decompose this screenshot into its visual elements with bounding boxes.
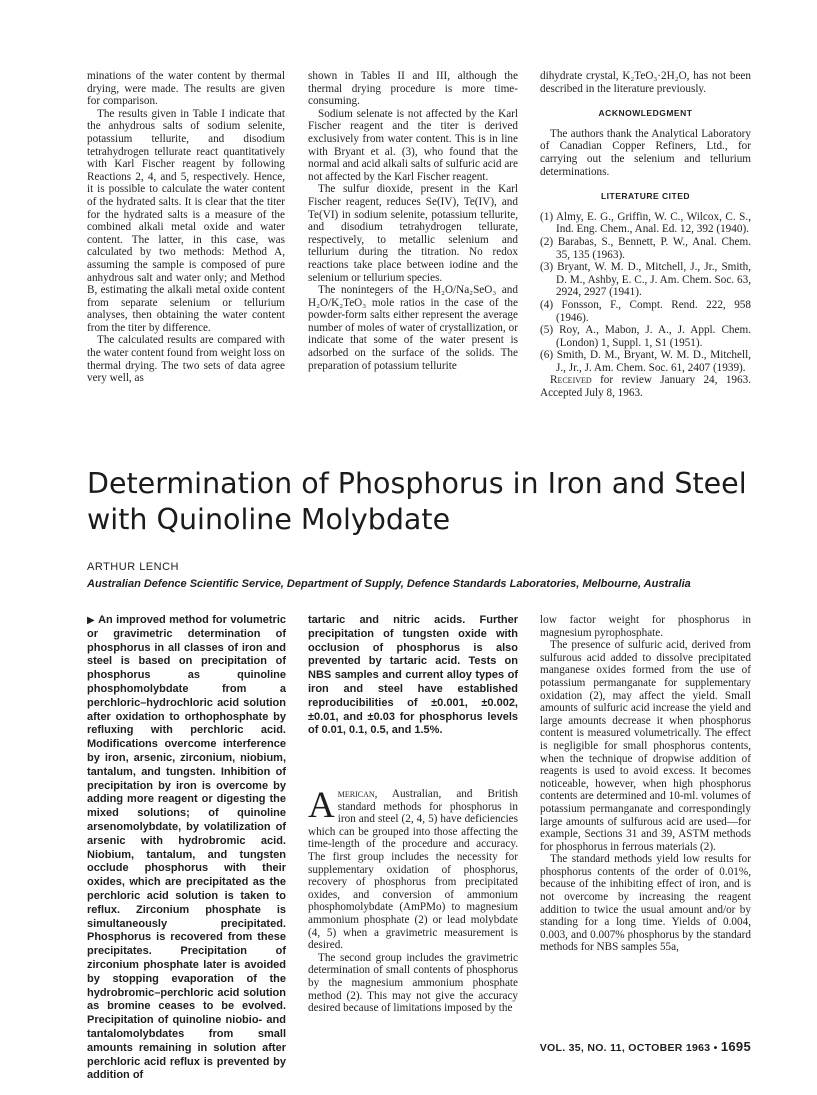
paragraph-text: Australian, and British standard methods for phosphorus in iron and steel (2, 4, 5) have deficiencies which can be grouped into those affecting the time-length of the procedure and accuracy. The first group includes the necessity for supplementary oxidation of phosphorus, recovery of phosphorus from precipitated oxides, and conversion of ammonium phosphomolybdate (AmPMo) to magnesium ammonium phosphate (2) or lead molybdate (4, 5) when a gravimetric measurement is desired. <box>308 788 519 952</box>
page-footer <box>540 1039 751 1054</box>
paragraph: minations of the water content by thermal drying, were made. The results are given for comparison. <box>87 70 285 108</box>
reference-list <box>540 211 751 375</box>
paragraph: The nonintegers of the H₂O/Na₂SeO₃ and H₂O/K₂TeO₃ mole ratios in the case of the powder-form salts either represent the average number of moles of water of crystallization, or indicate that some of the water present is adsorbed on the surface of the solids. The preparation of potassium tellurite <box>308 284 518 372</box>
previous-article-column-2 <box>308 70 518 372</box>
reference-item: (1) Almy, E. G., Griffin, W. C., Wilcox, C. S., Ind. Eng. Chem., Anal. Ed. 12, 392 (1940). <box>540 210 751 236</box>
paragraph: dihydrate crystal, K₂TeO₃·2H₂O, has not been described in the literature previously. <box>540 70 751 95</box>
abstract-column-2 <box>308 614 518 738</box>
paragraph: The standard methods yield low results for phosphorus contents of the order of 0.01%, because of the inhibiting effect of iron, and is not overcome by increasing the reagent addition to twice the usual amount and/or by standing for a long time. Yields of 0.004, 0.003, and 0.007% phosphorus by the standard methods for NBS samples 55a, <box>540 853 751 954</box>
drop-cap: A <box>308 785 335 826</box>
previous-article-column-1 <box>87 70 285 385</box>
reference-item: (3) Bryant, W. M. D., Mitchell, J., Jr., Smith, D. M., Ashby, E. C., J. Am. Chem. Soc. 63, 2924, 2927 (1941). <box>540 261 751 299</box>
page-number: 1695 <box>720 1039 751 1054</box>
acknowledgment-text: The authors thank the Analytical Laboratory of Canadian Copper Refiners, Ltd., for carrying out the selenium and tellurium determinations. <box>540 127 751 178</box>
first-word: merican, <box>337 788 378 800</box>
paragraph: The second group includes the gravimetric determination of small contents of phosphorus by the magnesium ammonium phosphate method (2). This may not give the accuracy desired because of limitations imposed by the <box>308 951 518 1015</box>
reference-item: (5) Roy, A., Mabon, J. A., J. Appl. Chem. (London) 1, Suppl. 1, S1 (1951). <box>540 324 751 349</box>
abstract-column-1 <box>87 614 286 1083</box>
paragraph: The presence of sulfuric acid, derived from sulfurous acid added to dissolve precipitated manganese oxides formed from the use of potassium permanganate for supplementary oxidation (2), may affect the yield. Small amounts of sulfuric acid increase the yield and large amounts decrease it when phosphorus content is measured volumetrically. The effect is negligible for small phosphorus contents, when the technique of dropwise addition of reagents is used to avoid excess. It becomes noticeable, however, when high phosphorus contents are determined and 10-ml. volumes of potassium permanganate and correspondingly large amounts of sulfurous acid are used—for example, Sections 31 and 39, ASTM methods for phosphorus in ferrous materials (2). <box>540 639 751 853</box>
author-name: ARTHUR LENCH <box>87 561 179 573</box>
reference-item: (4) Fonsson, F., Compt. Rend. 222, 958 (1946). <box>540 298 751 324</box>
received-label: Received <box>550 374 592 387</box>
paragraph: The calculated results are compared with the water content found from weight loss on thermal drying. The two sets of data agree very well, as <box>87 334 285 385</box>
reference-item: (2) Barabas, S., Bennett, P. W., Anal. Chem. 35, 135 (1963). <box>540 235 751 261</box>
literature-cited-heading: LITERATURE CITED <box>600 191 691 202</box>
abstract-text: An improved method for volumetric or gravimetric determination of phosphorus in all classes of iron and steel is based on precipitation of phosphorus as quinoline phosphomolybdate from a perchloric–hydrochloric acid solution after oxidation to orthophosphate by refluxing with perchloric acid. Modifications overcome interference by iron, arsenic, zirconium, niobium, tantalum, and tungsten. Inhibition of precipitation by iron is overcome by adding more reagent or digesting the mixed solutions; of quinoline arsenomolybdate, by volatilization of arsenic with hydrobromic acid. Niobium, tantalum, and tungsten occlude phosphorus with their oxides, which are precipitated as the perchloric acid solution is taken to reflux. Zirconium phosphate is simultaneously precipitated. Phosphorus is recovered from these precipitates. Precipitation of zirconium phosphate later is avoided by stopping evaporation of the hydrobromic–perchloric acid solution as bromine ceases to be evolved. Precipitation of quinoline niobio- and tantalomolybdates from small amounts remaining in solution after perchloric acid reflux is prevented by addition of <box>87 614 286 1082</box>
previous-article-column-3 <box>540 70 751 400</box>
body-column-3 <box>540 614 751 954</box>
paragraph: shown in Tables II and III, although the thermal drying procedure is more time-consuming. <box>308 70 518 108</box>
paragraph: The sulfur dioxide, present in the Karl Fischer reagent, reduces Se(IV), Te(IV), and Te(VI) in sodium selenite, potassium tellurite, and disodium tetrahydrogen tellurate, respectively, to metallic selenium and tellurium during the titration. No redox reactions take place between iodine and the selenium or tellurium species. <box>308 183 518 284</box>
paragraph: Sodium selenate is not affected by the Karl Fischer reagent and the titer is derived exclusively from water content. This is in line with Bryant et al. (3), who found that the normal and acid alkali salts of sulfuric acid are not affected by the Karl Fischer reagent. <box>308 107 518 183</box>
reference-item: (6) Smith, D. M., Bryant, W. M. D., Mitchell, J., Jr., J. Am. Chem. Soc. 61, 2407 (1939). <box>540 349 751 374</box>
body-column-2 <box>308 785 519 1015</box>
received-note <box>540 374 751 399</box>
paragraph <box>308 785 519 952</box>
article-title-line-1: Determination of Phosphorus in Iron and Steel <box>87 467 747 500</box>
received-text: for review January 24, 1963. Accepted July 8, 1963. <box>540 374 751 400</box>
author-affiliation: Australian Defence Scientific Service, Department of Supply, Defence Standards Laboratories, Melbourne, Australia <box>87 578 691 590</box>
article-title-line-2: with Quinoline Molybdate <box>87 503 451 536</box>
journal-issue: VOL. 35, NO. 11, OCTOBER 1963 <box>539 1042 711 1054</box>
acknowledgment-heading: ACKNOWLEDGMENT <box>598 108 693 119</box>
bullet-icon: • <box>713 1042 718 1054</box>
article-title <box>87 466 752 538</box>
abstract-text: tartaric and nitric acids. Further precipitation of tungsten oxide with occlusion of phosphorus is also prevented by tartaric acid. Tests on NBS samples and current alloy types of iron and steel have established reproducibilities of ±0.001, ±0.002, ±0.01, and ±0.03 for phosphorus levels of 0.01, 0.1, 0.5, and 1.5%. <box>308 614 518 737</box>
paragraph: low factor weight for phosphorus in magnesium pyrophosphate. <box>540 614 751 639</box>
abstract-arrow-icon: ▶ <box>87 615 96 626</box>
paragraph: The results given in Table I indicate that the anhydrous salts of sodium selenite, potassium tellurite, and disodium tetrahydrogen tellurate react quantitatively with Karl Fischer reagent by following Reactions 2, 4, and 5, respectively. Hence, it is possible to calculate the water content of the hydrated salts. It is clear that the titer for the hydrated salts is a measure of the combined alkali metal oxide and water content. The latter, in this case, was calculated by two methods: Method A, assuming the sample is composed of pure anhydrous salt and water only; and Method B, estimating the alkali metal oxide content from separate selenium or tellurium analyses, then obtaining the water content from the titer by difference. <box>87 107 285 334</box>
